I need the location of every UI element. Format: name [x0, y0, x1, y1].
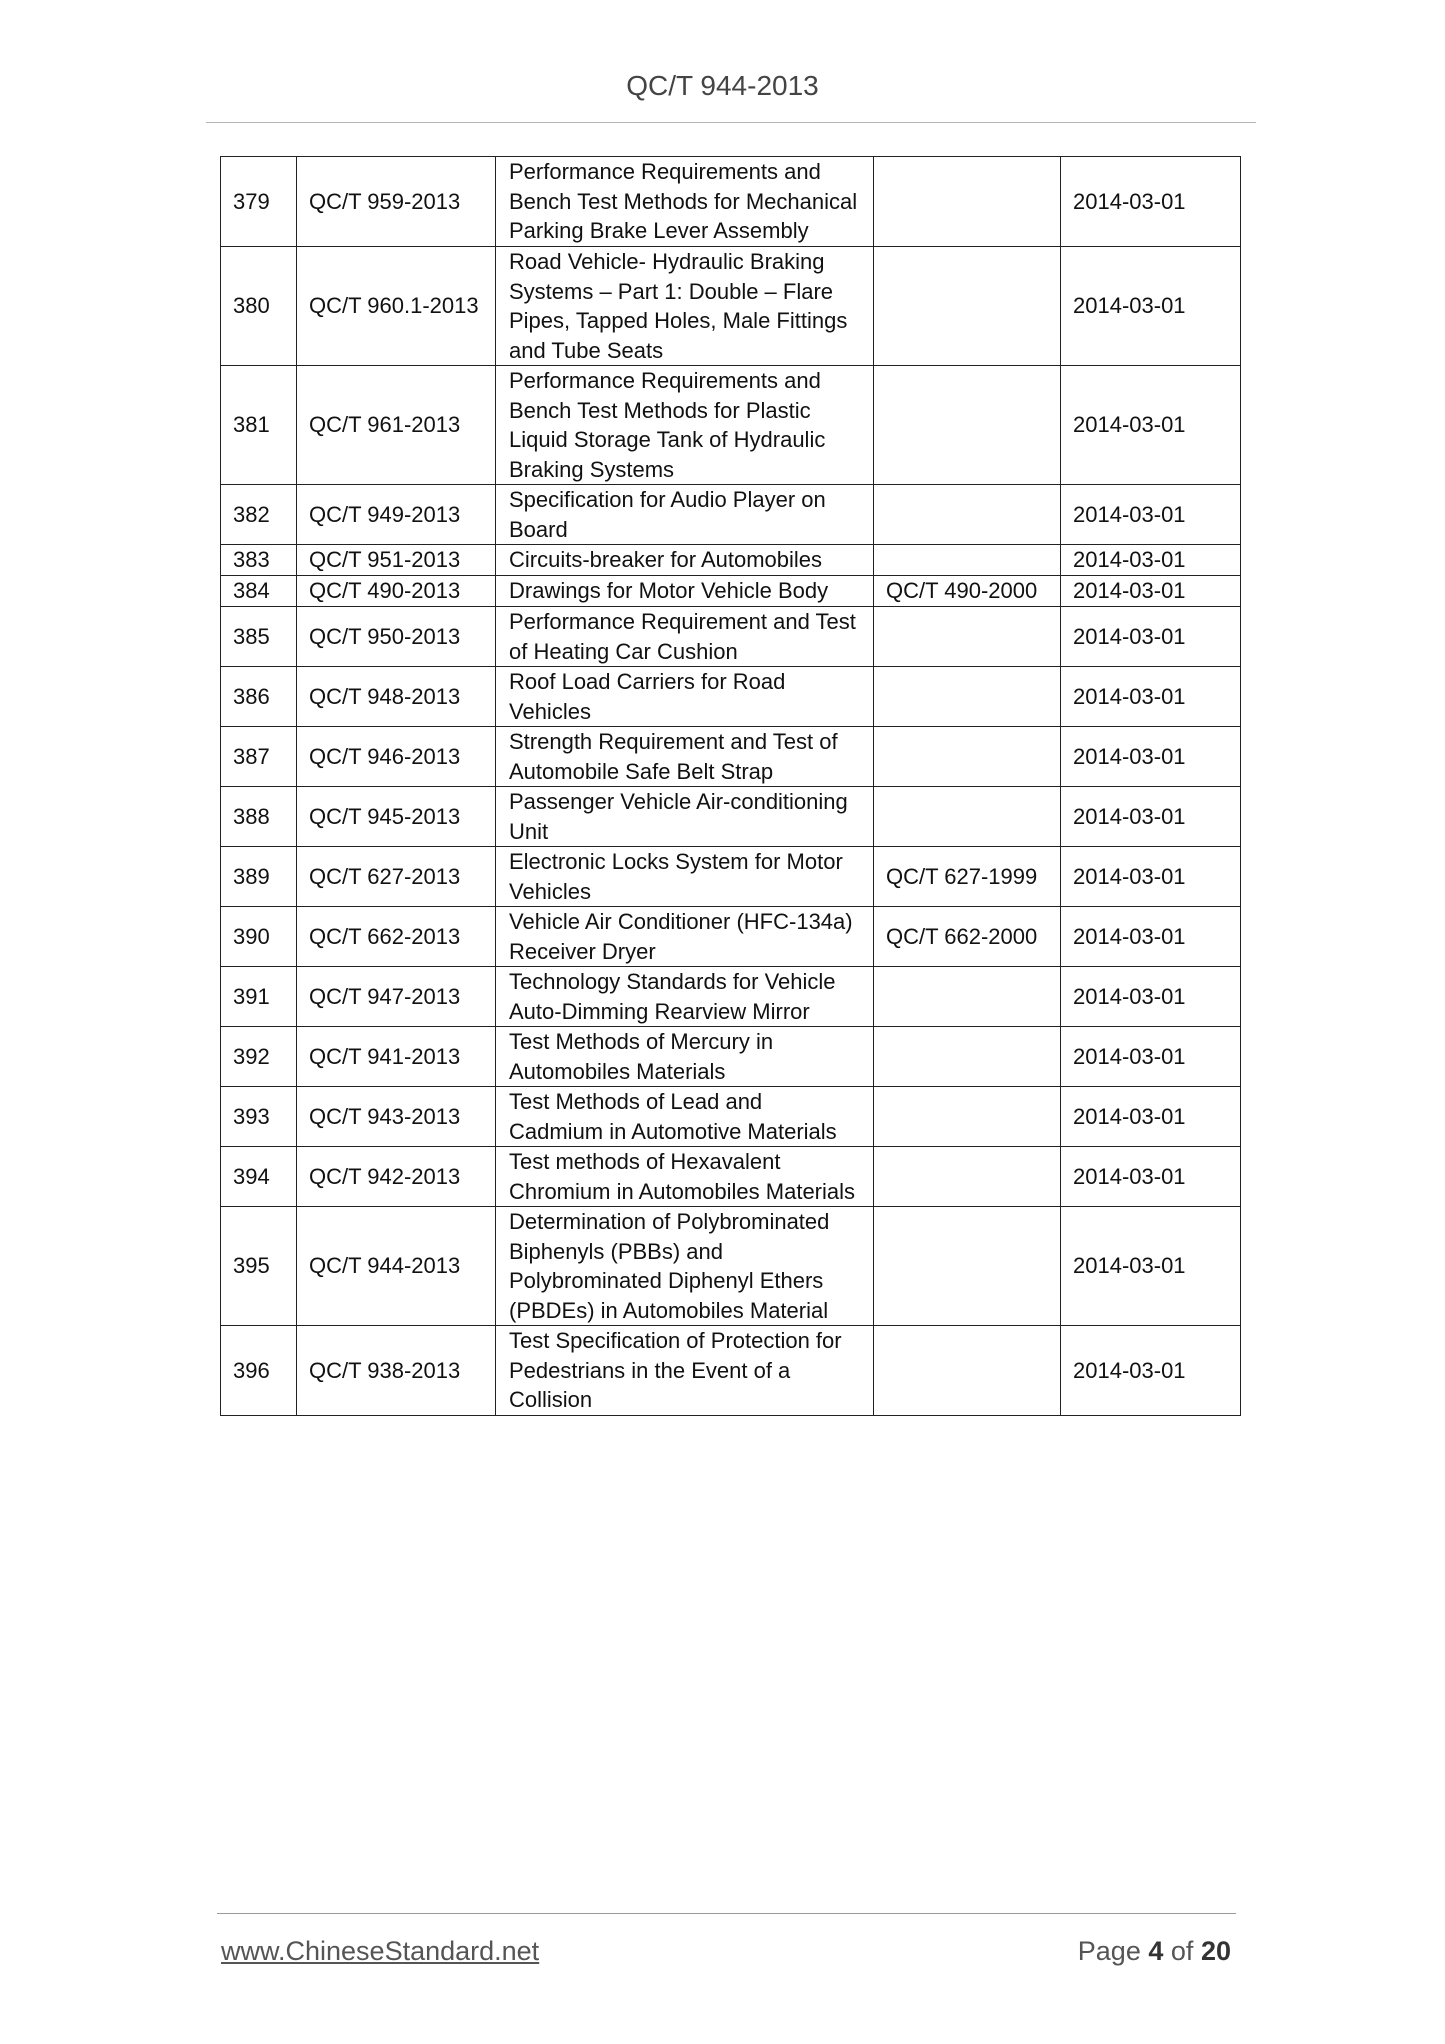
cell-standard-code: QC/T 947-2013	[297, 967, 496, 1027]
page-current: 4	[1148, 1936, 1164, 1966]
table-row	[221, 787, 1241, 847]
table-row	[221, 576, 1241, 607]
cell-standard-code: QC/T 938-2013	[297, 1326, 496, 1416]
page-of: of	[1170, 1936, 1194, 1966]
cell-replaced-standard	[874, 1087, 1061, 1147]
cell-replaced-standard	[874, 1027, 1061, 1087]
cell-number: 384	[221, 576, 297, 607]
cell-implementation-date: 2014-03-01	[1061, 366, 1241, 485]
cell-replaced-standard	[874, 1207, 1061, 1326]
cell-title: Determination of Polybrominated Biphenyls (PBBs) and Polybrominated Diphenyl Ethers (PBDEs) in Automobiles Material	[496, 1207, 874, 1326]
cell-title: Circuits-breaker for Automobiles	[496, 545, 874, 576]
cell-standard-code: QC/T 949-2013	[297, 485, 496, 545]
cell-number: 386	[221, 667, 297, 727]
cell-standard-code: QC/T 946-2013	[297, 727, 496, 787]
cell-standard-code: QC/T 490-2013	[297, 576, 496, 607]
cell-implementation-date: 2014-03-01	[1061, 967, 1241, 1027]
table-row	[221, 485, 1241, 545]
cell-title: Test methods of Hexavalent Chromium in Automobiles Materials	[496, 1147, 874, 1207]
table-row	[221, 847, 1241, 907]
cell-number: 395	[221, 1207, 297, 1326]
table-row	[221, 545, 1241, 576]
cell-number: 382	[221, 485, 297, 545]
cell-implementation-date: 2014-03-01	[1061, 787, 1241, 847]
header-divider	[206, 122, 1256, 123]
table-row	[221, 1147, 1241, 1207]
table-row	[221, 247, 1241, 366]
cell-implementation-date: 2014-03-01	[1061, 1326, 1241, 1416]
cell-number: 391	[221, 967, 297, 1027]
cell-replaced-standard	[874, 247, 1061, 366]
cell-implementation-date: 2014-03-01	[1061, 1147, 1241, 1207]
cell-title: Road Vehicle- Hydraulic Braking Systems – Part 1: Double – Flare Pipes, Tapped Holes, Male Fittings and Tube Seats	[496, 247, 874, 366]
cell-replaced-standard	[874, 967, 1061, 1027]
cell-implementation-date: 2014-03-01	[1061, 847, 1241, 907]
page-total: 20	[1200, 1936, 1231, 1966]
cell-number: 388	[221, 787, 297, 847]
cell-number: 385	[221, 607, 297, 667]
cell-implementation-date: 2014-03-01	[1061, 545, 1241, 576]
table-row	[221, 366, 1241, 485]
cell-standard-code: QC/T 941-2013	[297, 1027, 496, 1087]
cell-implementation-date: 2014-03-01	[1061, 907, 1241, 967]
cell-title: Roof Load Carriers for Road Vehicles	[496, 667, 874, 727]
table-row	[221, 907, 1241, 967]
cell-standard-code: QC/T 942-2013	[297, 1147, 496, 1207]
cell-replaced-standard	[874, 727, 1061, 787]
cell-replaced-standard: QC/T 627-1999	[874, 847, 1061, 907]
cell-standard-code: QC/T 959-2013	[297, 157, 496, 247]
table-row	[221, 667, 1241, 727]
cell-replaced-standard	[874, 787, 1061, 847]
cell-number: 396	[221, 1326, 297, 1416]
cell-title: Performance Requirement and Test of Heating Car Cushion	[496, 607, 874, 667]
cell-standard-code: QC/T 943-2013	[297, 1087, 496, 1147]
page-prefix: Page	[1077, 1936, 1141, 1966]
table-row	[221, 1207, 1241, 1326]
cell-title: Test Specification of Protection for Pedestrians in the Event of a Collision	[496, 1326, 874, 1416]
cell-replaced-standard: QC/T 662-2000	[874, 907, 1061, 967]
cell-title: Performance Requirements and Bench Test Methods for Plastic Liquid Storage Tank of Hydraulic Braking Systems	[496, 366, 874, 485]
table-row	[221, 607, 1241, 667]
cell-title: Electronic Locks System for Motor Vehicles	[496, 847, 874, 907]
cell-standard-code: QC/T 948-2013	[297, 667, 496, 727]
table-row	[221, 727, 1241, 787]
cell-replaced-standard	[874, 485, 1061, 545]
cell-title: Specification for Audio Player on Board	[496, 485, 874, 545]
page-number	[1078, 1936, 1231, 1967]
cell-replaced-standard	[874, 667, 1061, 727]
cell-implementation-date: 2014-03-01	[1061, 485, 1241, 545]
cell-standard-code: QC/T 662-2013	[297, 907, 496, 967]
cell-implementation-date: 2014-03-01	[1061, 727, 1241, 787]
cell-implementation-date: 2014-03-01	[1061, 667, 1241, 727]
cell-replaced-standard	[874, 607, 1061, 667]
cell-standard-code: QC/T 961-2013	[297, 366, 496, 485]
cell-title: Performance Requirements and Bench Test Methods for Mechanical Parking Brake Lever Assembly	[496, 157, 874, 247]
cell-implementation-date: 2014-03-01	[1061, 157, 1241, 247]
cell-number: 381	[221, 366, 297, 485]
cell-implementation-date: 2014-03-01	[1061, 1207, 1241, 1326]
cell-implementation-date: 2014-03-01	[1061, 247, 1241, 366]
cell-replaced-standard	[874, 1326, 1061, 1416]
cell-title: Drawings for Motor Vehicle Body	[496, 576, 874, 607]
cell-number: 392	[221, 1027, 297, 1087]
standards-table	[220, 156, 1241, 1416]
cell-number: 387	[221, 727, 297, 787]
website-link[interactable]: www.ChineseStandard.net	[221, 1936, 540, 1966]
cell-replaced-standard	[874, 366, 1061, 485]
cell-replaced-standard: QC/T 490-2000	[874, 576, 1061, 607]
page-header-title: QC/T 944-2013	[626, 70, 819, 101]
cell-implementation-date: 2014-03-01	[1061, 576, 1241, 607]
cell-implementation-date: 2014-03-01	[1061, 1087, 1241, 1147]
cell-number: 390	[221, 907, 297, 967]
cell-title: Test Methods of Mercury in Automobiles Materials	[496, 1027, 874, 1087]
cell-standard-code: QC/T 945-2013	[297, 787, 496, 847]
table-row	[221, 1326, 1241, 1416]
cell-replaced-standard	[874, 545, 1061, 576]
table-row	[221, 1027, 1241, 1087]
cell-number: 380	[221, 247, 297, 366]
cell-title: Test Methods of Lead and Cadmium in Automotive Materials	[496, 1087, 874, 1147]
cell-standard-code: QC/T 950-2013	[297, 607, 496, 667]
cell-number: 389	[221, 847, 297, 907]
table-row	[221, 1087, 1241, 1147]
cell-number: 393	[221, 1087, 297, 1147]
table-row	[221, 157, 1241, 247]
table-row	[221, 967, 1241, 1027]
cell-replaced-standard	[874, 1147, 1061, 1207]
cell-standard-code: QC/T 627-2013	[297, 847, 496, 907]
cell-title: Passenger Vehicle Air-conditioning Unit	[496, 787, 874, 847]
cell-title: Technology Standards for Vehicle Auto-Dimming Rearview Mirror	[496, 967, 874, 1027]
cell-number: 379	[221, 157, 297, 247]
footer-divider	[217, 1913, 1236, 1914]
cell-title: Vehicle Air Conditioner (HFC-134a) Receiver Dryer	[496, 907, 874, 967]
cell-standard-code: QC/T 944-2013	[297, 1207, 496, 1326]
cell-replaced-standard	[874, 157, 1061, 247]
cell-number: 383	[221, 545, 297, 576]
cell-implementation-date: 2014-03-01	[1061, 1027, 1241, 1087]
cell-standard-code: QC/T 951-2013	[297, 545, 496, 576]
cell-number: 394	[221, 1147, 297, 1207]
cell-standard-code: QC/T 960.1-2013	[297, 247, 496, 366]
cell-implementation-date: 2014-03-01	[1061, 607, 1241, 667]
cell-title: Strength Requirement and Test of Automobile Safe Belt Strap	[496, 727, 874, 787]
